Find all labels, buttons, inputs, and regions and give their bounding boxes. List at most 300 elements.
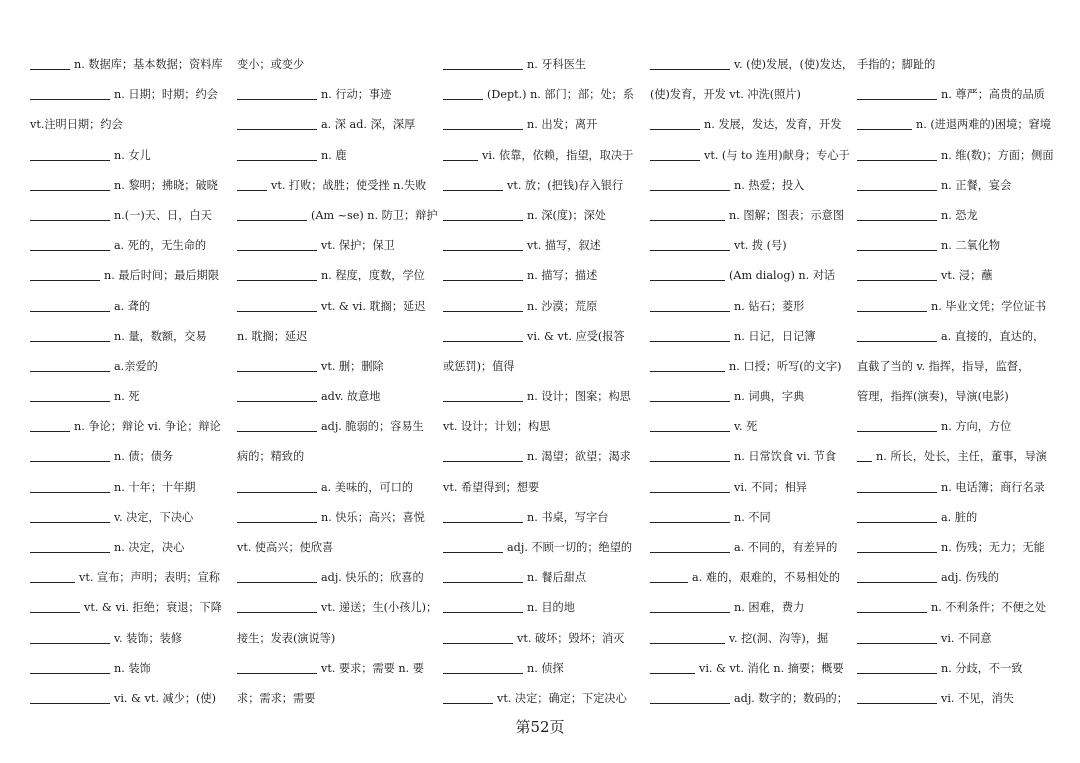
fill-in-blank <box>857 630 937 644</box>
vocab-entry <box>237 171 444 201</box>
vocab-entry <box>857 563 1064 593</box>
definition-text: (Dept.) n. 部门；部；处；系 <box>487 88 634 102</box>
vocab-entry <box>650 110 857 140</box>
vocab-entry <box>30 533 237 563</box>
vocab-entry <box>443 80 650 110</box>
vocab-entry <box>30 80 237 110</box>
vocab-entry <box>857 684 1064 714</box>
vocab-entry <box>443 231 650 261</box>
fill-in-blank <box>237 207 307 221</box>
vocab-entry <box>30 261 237 291</box>
fill-in-blank <box>857 509 937 523</box>
fill-in-blank <box>30 479 110 493</box>
fill-in-blank <box>857 448 872 462</box>
definition-text: n. 困难，费力 <box>734 601 805 615</box>
definition-text: vi. & vt. 减少；(使) <box>114 691 216 705</box>
vocab-column-5 <box>857 50 1064 714</box>
vocab-entry <box>650 624 857 654</box>
fill-in-blank <box>650 56 730 70</box>
definition-text: n. 目的地 <box>527 601 575 615</box>
fill-in-blank <box>237 358 317 372</box>
vocab-entry <box>237 110 444 140</box>
vocab-entry <box>30 654 237 684</box>
definition-text: n. 程度，度数，学位 <box>321 269 425 283</box>
fill-in-blank <box>443 328 523 342</box>
vocab-entry <box>857 473 1064 503</box>
definition-text: vt. 设计；计划；构思 <box>443 420 551 434</box>
definition-text: n. 日记，日记簿 <box>734 329 816 343</box>
definition-text: n. 口授；听写(的文字) <box>729 359 842 373</box>
vocab-entry <box>237 563 444 593</box>
fill-in-blank <box>443 448 523 462</box>
fill-in-blank <box>650 207 725 221</box>
fill-in-blank <box>443 177 503 191</box>
vocab-entry <box>30 684 237 714</box>
definition-text: n. 出发；离开 <box>527 118 598 132</box>
vocab-entry <box>650 473 857 503</box>
definition-text: n. 决定，决心 <box>114 541 185 554</box>
definition-text: n. 耽搁；延迟 <box>237 329 308 343</box>
fill-in-blank <box>650 177 730 191</box>
vocab-entry <box>443 533 650 563</box>
definition-text: n. 快乐；高兴；喜悦 <box>321 510 425 524</box>
fill-in-blank <box>443 237 523 251</box>
definition-text: v. 决定，下决心 <box>114 510 194 524</box>
definition-text: n. 图解；图表；示意图 <box>729 208 845 222</box>
fill-in-blank <box>443 86 483 100</box>
fill-in-blank <box>857 177 937 191</box>
fill-in-blank <box>650 298 730 312</box>
definition-text: n. 正餐，宴会 <box>941 178 1012 192</box>
definition-text: n. 电话簿；商行名录 <box>941 480 1045 494</box>
definition-text: (使)发育，开发 vt. 冲洗(照片) <box>650 88 801 102</box>
fill-in-blank <box>443 660 523 674</box>
definition-text: vt. & vi. 耽搁；延迟 <box>321 299 426 313</box>
vocab-entry <box>237 593 444 623</box>
page-number: 第52页 <box>515 718 565 736</box>
definition-text: vi. 不同意 <box>941 631 992 645</box>
fill-in-blank <box>650 237 730 251</box>
fill-in-blank <box>650 448 730 462</box>
definition-text: n. 量，数额，交易 <box>114 329 207 343</box>
fill-in-blank <box>30 599 80 613</box>
vocab-entry <box>237 322 444 352</box>
definition-text: a. 直接的，直达的， <box>941 329 1045 343</box>
definition-text: vt. 描写，叙述 <box>527 239 601 253</box>
definition-text: vt. 宣布；声明；表明；宣称 <box>79 571 220 585</box>
fill-in-blank <box>30 509 110 523</box>
definition-text: vt. 希望得到；想要 <box>443 480 540 494</box>
vocab-entry <box>237 684 444 714</box>
fill-in-blank <box>857 237 937 251</box>
vocab-entry <box>237 80 444 110</box>
fill-in-blank <box>857 569 937 583</box>
vocab-entry <box>237 382 444 412</box>
fill-in-blank <box>30 569 75 583</box>
fill-in-blank <box>650 388 730 402</box>
definition-text: n. 行动；事迹 <box>321 88 392 102</box>
fill-in-blank <box>650 147 700 161</box>
vocab-entry <box>443 110 650 140</box>
vocab-entry <box>857 352 1064 382</box>
vocab-entry <box>443 382 650 412</box>
vocab-entry <box>237 141 444 171</box>
vocab-entry <box>237 261 444 291</box>
vocab-entry <box>30 171 237 201</box>
definition-text: n. 日常饮食 vi. 节食 <box>734 450 837 464</box>
definition-text: n. 书桌，写字台 <box>527 510 609 524</box>
vocab-entry <box>650 201 857 231</box>
fill-in-blank <box>857 660 937 674</box>
vocab-entry <box>857 80 1064 110</box>
fill-in-blank <box>650 116 700 130</box>
vocab-entry <box>650 231 857 261</box>
vocab-entry <box>443 654 650 684</box>
fill-in-blank <box>237 418 317 432</box>
fill-in-blank <box>30 418 70 432</box>
definition-text: 直截了当的 v. 指挥，指导，监督， <box>857 359 1030 373</box>
definition-text: a. 深 ad. 深，深厚 <box>321 118 416 132</box>
vocab-entry <box>650 533 857 563</box>
fill-in-blank <box>650 630 725 644</box>
fill-in-blank <box>650 267 725 281</box>
fill-in-blank <box>237 177 267 191</box>
vocab-entry <box>443 412 650 442</box>
fill-in-blank <box>237 599 317 613</box>
vocab-entry <box>30 473 237 503</box>
definition-text: 变小；或变少 <box>237 58 305 71</box>
fill-in-blank <box>443 630 513 644</box>
definition-text: n. 死 <box>114 390 140 404</box>
definition-text: n. 设计；图案；构思 <box>527 390 631 404</box>
fill-in-blank <box>857 479 937 493</box>
fill-in-blank <box>650 569 688 583</box>
fill-in-blank <box>857 147 937 161</box>
definition-text: n. 毕业文凭；学位证书 <box>931 299 1047 313</box>
vocab-entry <box>30 624 237 654</box>
vocab-entry <box>237 654 444 684</box>
vocab-entry <box>443 442 650 472</box>
definition-text: a. 死的，无生命的 <box>114 239 207 253</box>
definition-text: vi. 不见，消失 <box>941 691 1014 705</box>
fill-in-blank <box>443 539 503 553</box>
vocab-entry <box>650 261 857 291</box>
vocab-entry <box>857 231 1064 261</box>
fill-in-blank <box>30 177 110 191</box>
definition-text: a. 脏的 <box>941 510 978 524</box>
definition-text: adj. 不顾一切的；绝望的 <box>507 541 633 554</box>
fill-in-blank <box>30 630 110 644</box>
vocab-entry <box>650 292 857 322</box>
definition-text: n. 所长，处长，主任，董事，导演 <box>876 450 1047 464</box>
fill-in-blank <box>857 690 937 704</box>
definition-text: vt. & vi. 拒绝；衰退；下降 <box>84 601 222 615</box>
definition-text: n. 债；债务 <box>114 450 174 464</box>
definition-text: vt. 要求；需要 n. 要 <box>321 661 424 675</box>
definition-text: n. 不同 <box>734 510 771 524</box>
definition-text: vt. (与 to 连用)献身；专心于 <box>704 148 850 162</box>
definition-text: vt. 递送；生(小孩儿)； <box>321 601 438 615</box>
vocab-entry <box>857 322 1064 352</box>
vocab-entry <box>443 473 650 503</box>
vocab-entry <box>650 382 857 412</box>
vocab-entry <box>443 171 650 201</box>
fill-in-blank <box>443 509 523 523</box>
definition-text: a. 不同的，有差异的 <box>734 541 838 554</box>
fill-in-blank <box>650 690 730 704</box>
vocab-entry <box>30 412 237 442</box>
fill-in-blank <box>237 237 317 251</box>
vocab-entry <box>857 654 1064 684</box>
definition-text: vt. 浸；蘸 <box>941 269 993 283</box>
vocab-entry <box>650 171 857 201</box>
vocab-entry <box>857 533 1064 563</box>
definition-text: 病的；精致的 <box>237 450 305 464</box>
fill-in-blank <box>650 358 725 372</box>
fill-in-blank <box>30 56 70 70</box>
definition-text: adj. 脆弱的；容易生 <box>321 420 424 434</box>
definition-text: n. 黎明；拂晓；破晓 <box>114 178 218 192</box>
vocab-entry <box>30 593 237 623</box>
vocab-column-4 <box>650 50 857 714</box>
definition-text: vt. 决定；确定；下定决心 <box>497 691 627 705</box>
fill-in-blank <box>30 237 110 251</box>
vocab-entry <box>857 503 1064 533</box>
definition-text: adv. 故意地 <box>321 390 381 404</box>
fill-in-blank <box>650 328 730 342</box>
vocab-entry <box>237 292 444 322</box>
vocab-entry <box>857 141 1064 171</box>
fill-in-blank <box>650 479 730 493</box>
fill-in-blank <box>650 539 730 553</box>
fill-in-blank <box>443 116 523 130</box>
fill-in-blank <box>237 86 317 100</box>
definition-text: v. 挖(洞、沟等)，掘 <box>729 631 829 645</box>
fill-in-blank <box>650 599 730 613</box>
vocab-entry <box>30 50 237 80</box>
vocab-entry <box>443 563 650 593</box>
definition-text: n. 深(度)；深处 <box>527 208 606 222</box>
fill-in-blank <box>443 569 523 583</box>
fill-in-blank <box>30 267 100 281</box>
vocab-entry <box>857 442 1064 472</box>
definition-text: n. 描写；描述 <box>527 269 598 283</box>
vocab-entry <box>857 412 1064 442</box>
fill-in-blank <box>30 388 110 402</box>
definition-text: n. 数据库；基本数据；资料库 <box>74 58 223 71</box>
fill-in-blank <box>30 207 110 221</box>
definition-text: n. 渴望；欲望；渴求 <box>527 450 631 464</box>
fill-in-blank <box>30 298 110 312</box>
definition-text: n. 争论；辩论 vi. 争论；辩论 <box>74 420 221 434</box>
vocab-entry <box>650 654 857 684</box>
vocab-entry <box>650 352 857 382</box>
fill-in-blank <box>443 147 478 161</box>
fill-in-blank <box>30 147 110 161</box>
vocab-entry <box>443 352 650 382</box>
vocab-entry <box>237 201 444 231</box>
fill-in-blank <box>857 539 937 553</box>
vocab-entry <box>650 593 857 623</box>
definition-text: n. 沙漠；荒原 <box>527 299 598 313</box>
vocab-entry <box>30 442 237 472</box>
vocab-entry <box>857 261 1064 291</box>
definition-text: 管理，指挥(演奏)，导演(电影) <box>857 390 1009 404</box>
definition-text: n. 二氧化物 <box>941 239 1001 253</box>
definition-text: vt. 破坏；毁坏；消灭 <box>517 631 625 645</box>
fill-in-blank <box>857 86 937 100</box>
definition-text: vt. 放；(把钱)存入银行 <box>507 178 624 192</box>
fill-in-blank <box>443 599 523 613</box>
definition-text: v. 死 <box>734 420 758 434</box>
definition-text: n. 钻石；菱形 <box>734 299 805 313</box>
definition-text: vt. 使高兴；使欣喜 <box>237 541 334 554</box>
fill-in-blank <box>857 298 927 312</box>
definition-text: a. 聋的 <box>114 299 151 313</box>
vocab-entry <box>237 231 444 261</box>
vocab-entry <box>237 352 444 382</box>
definition-text: v. 装饰；装修 <box>114 631 183 645</box>
definition-text: n. 尊严；高贵的品质 <box>941 88 1045 102</box>
definition-text: n. 牙科医生 <box>527 58 587 71</box>
vocab-entry <box>30 322 237 352</box>
vocab-entry <box>857 292 1064 322</box>
vocab-entry <box>30 352 237 382</box>
vocab-entry <box>650 80 857 110</box>
fill-in-blank <box>237 298 317 312</box>
vocab-entry <box>857 50 1064 80</box>
vocab-entry <box>30 563 237 593</box>
vocab-entry <box>443 684 650 714</box>
definition-text: n. 维(数)；方面；侧面 <box>941 148 1054 162</box>
definition-text: (Am dialog) n. 对话 <box>729 269 836 283</box>
definition-text: 手指的；脚趾的 <box>857 58 936 71</box>
vocab-entry <box>443 503 650 533</box>
vocab-entry <box>237 50 444 80</box>
fill-in-blank <box>857 267 937 281</box>
definition-text: a.亲爱的 <box>114 359 158 373</box>
vocab-column-1 <box>30 50 237 714</box>
vocab-entry <box>443 292 650 322</box>
vocab-entry <box>857 382 1064 412</box>
vocab-column-3 <box>443 50 650 714</box>
definition-text: a. 美味的，可口的 <box>321 480 414 494</box>
fill-in-blank <box>237 660 317 674</box>
definition-text: n. 侦探 <box>527 661 564 675</box>
fill-in-blank <box>650 509 730 523</box>
vocab-entry <box>443 141 650 171</box>
definition-text: v. (使)发展，(使)发达， <box>734 58 854 71</box>
fill-in-blank <box>443 388 523 402</box>
fill-in-blank <box>857 207 937 221</box>
definition-text: n. 发展，发达，发育，开发 <box>704 118 842 132</box>
fill-in-blank <box>857 599 927 613</box>
definition-text: vi. & vt. 消化 n. 摘要；概要 <box>699 661 844 675</box>
definition-text: n. 餐后甜点 <box>527 571 587 585</box>
definition-text: adj. 伤残的 <box>941 571 999 585</box>
vocab-entry <box>237 503 444 533</box>
definition-text: n. 分歧，不一致 <box>941 661 1023 675</box>
definition-text: n. 伤残；无力；无能 <box>941 541 1045 554</box>
fill-in-blank <box>443 298 523 312</box>
definition-text: vt. 删；删除 <box>321 359 384 373</box>
definition-text: n. 不利条件；不便之处 <box>931 601 1047 615</box>
definition-text: n. 十年；十年期 <box>114 480 196 494</box>
fill-in-blank <box>443 56 523 70</box>
fill-in-blank <box>30 86 110 100</box>
vocab-entry <box>650 322 857 352</box>
vocab-entry <box>443 201 650 231</box>
fill-in-blank <box>650 418 730 432</box>
definition-text: vt. 打败；战胜；使受挫 n.失败 <box>271 178 427 192</box>
vocab-entry <box>443 593 650 623</box>
vocab-entry <box>857 171 1064 201</box>
definition-text: n. 日期；时期；约会 <box>114 88 218 102</box>
vocab-entry <box>237 533 444 563</box>
vocab-entry <box>857 110 1064 140</box>
definition-text: (Am ~se) n. 防卫；辩护 <box>311 208 438 222</box>
vocab-entry <box>650 684 857 714</box>
definition-text: vi. 不同；相异 <box>734 480 807 494</box>
vocab-entry <box>30 503 237 533</box>
definition-text: n.(一)天、日，白天 <box>114 208 212 222</box>
vocab-entry <box>30 231 237 261</box>
definition-text: vt. 拨 (号) <box>734 239 787 253</box>
fill-in-blank <box>30 539 110 553</box>
vocab-entry <box>30 110 237 140</box>
vocab-column-2 <box>237 50 444 714</box>
vocab-entry <box>237 442 444 472</box>
fill-in-blank <box>857 116 912 130</box>
fill-in-blank <box>237 116 317 130</box>
definition-text: vt.注明日期；约会 <box>30 118 123 132</box>
fill-in-blank <box>237 147 317 161</box>
vocab-entry <box>650 50 857 80</box>
fill-in-blank <box>30 448 110 462</box>
vocab-entry <box>443 624 650 654</box>
definition-text: n. 鹿 <box>321 148 347 162</box>
definition-text: adj. 数字的；数码的； <box>734 691 848 705</box>
vocab-entry <box>650 412 857 442</box>
definition-text: vi. 依靠，依赖，指望，取决于 <box>482 148 634 162</box>
definition-text: n. 最后时间；最后期限 <box>104 269 220 283</box>
definition-text: 求；需求；需要 <box>237 691 316 705</box>
vocab-entry <box>237 473 444 503</box>
vocab-entry <box>30 292 237 322</box>
fill-in-blank <box>237 267 317 281</box>
fill-in-blank <box>237 388 317 402</box>
fill-in-blank <box>650 660 695 674</box>
vocab-entry <box>650 442 857 472</box>
fill-in-blank <box>443 207 523 221</box>
vocab-entry <box>443 50 650 80</box>
fill-in-blank <box>443 267 523 281</box>
vocab-entry <box>650 141 857 171</box>
fill-in-blank <box>237 569 317 583</box>
fill-in-blank <box>30 660 110 674</box>
fill-in-blank <box>30 358 110 372</box>
definition-text: 或惩罚)；值得 <box>443 359 515 373</box>
fill-in-blank <box>237 509 317 523</box>
vocab-entry <box>237 412 444 442</box>
definition-text: n. 词典，字典 <box>734 390 805 404</box>
definition-text: 接生；发表(演说等) <box>237 631 336 645</box>
fill-in-blank <box>30 328 110 342</box>
fill-in-blank <box>857 418 937 432</box>
definition-text: vi. & vt. 应受(报答 <box>527 329 625 343</box>
definition-text: n. 恐龙 <box>941 208 978 222</box>
definition-text: adj. 快乐的；欣喜的 <box>321 571 424 585</box>
